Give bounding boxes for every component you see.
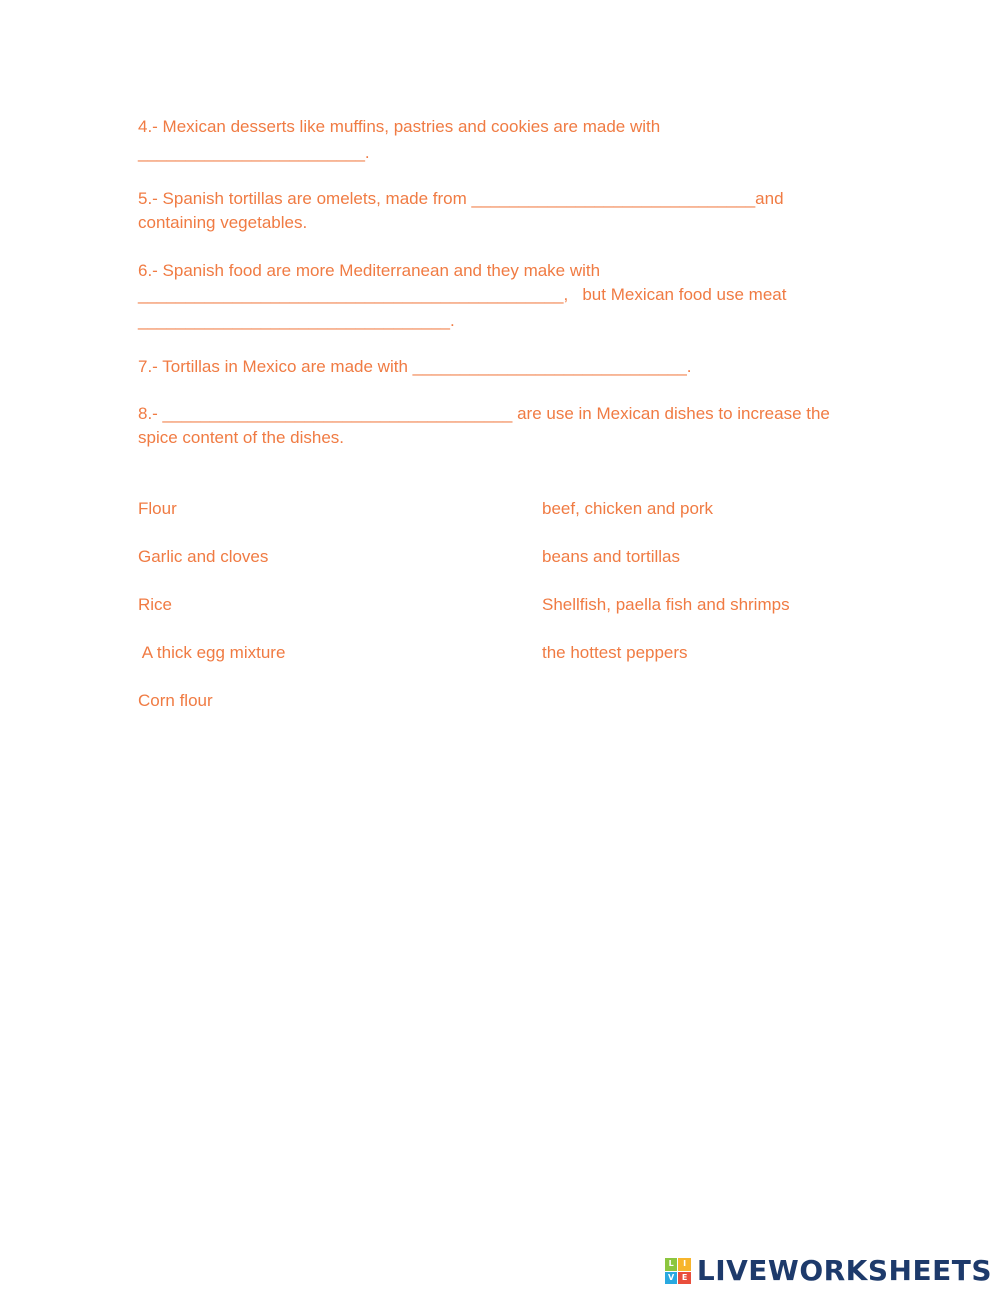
word-bank-item: beef, chicken and pork (542, 499, 714, 518)
word-bank-item: Rice (138, 595, 173, 614)
liveworksheets-brand (665, 1252, 992, 1290)
logo-tile-v: V (665, 1272, 678, 1285)
question-5-line-1: 5.- Spanish tortillas are omelets, made from ______________________________and (138, 189, 784, 208)
word-bank-item: A thick egg mixture (138, 643, 286, 662)
logo-tile-l: L (665, 1258, 678, 1271)
liveworksheets-logo-icon (665, 1258, 691, 1284)
question-5-line-2: containing vegetables. (138, 213, 308, 232)
word-bank-item: beans and tortillas (542, 547, 680, 566)
logo-tile-e: E (678, 1272, 691, 1285)
question-4-line-2: ________________________. (138, 143, 370, 162)
word-bank-item: Shellfish, paella fish and shrimps (542, 595, 790, 614)
word-bank-item: Garlic and cloves (138, 547, 269, 566)
word-bank-item: Flour (138, 499, 177, 518)
question-8-line-2: spice content of the dishes. (138, 428, 345, 447)
word-bank-item: Corn flour (138, 691, 213, 710)
logo-tile-i: I (678, 1258, 691, 1271)
question-6-line-1: 6.- Spanish food are more Mediterranean and they make with (138, 261, 601, 280)
question-7-line-1: 7.- Tortillas in Mexico are made with _____________________________. (138, 357, 692, 376)
question-4-line-1: 4.- Mexican desserts like muffins, pastries and cookies are made with (138, 117, 661, 136)
brand-wordmark: LIVEWORKSHEETS (696, 1254, 992, 1287)
question-6-line-2: _____________________________________________, but Mexican food use meat (138, 285, 787, 304)
question-6-line-3: _________________________________. (138, 311, 455, 330)
question-8-line-1: 8.- _____________________________________ are use in Mexican dishes to increase the (138, 404, 830, 423)
word-bank-item: the hottest peppers (542, 643, 688, 662)
